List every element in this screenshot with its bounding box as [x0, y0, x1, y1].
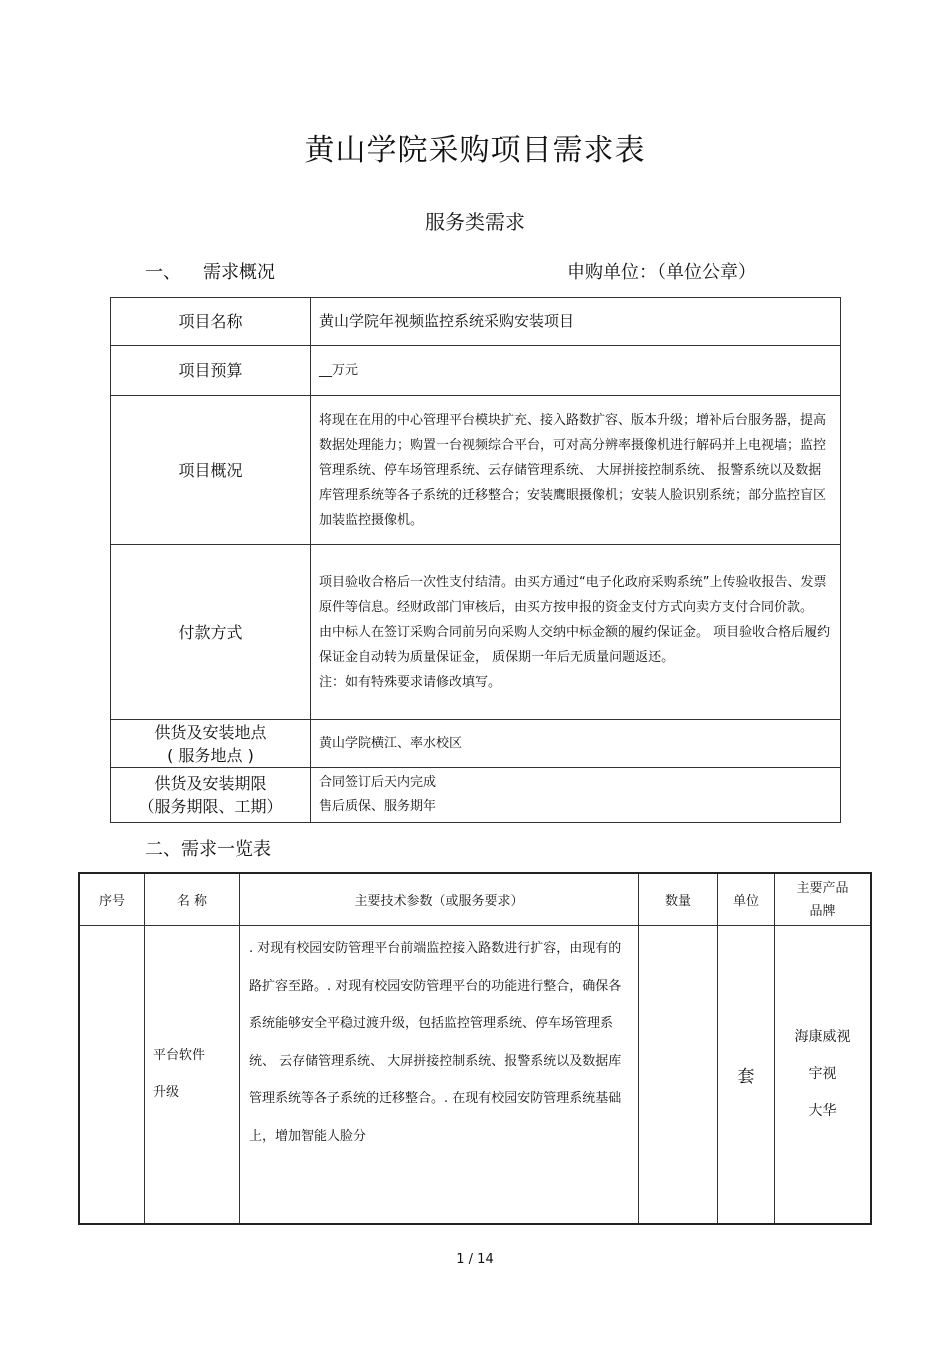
page-title: 黄山学院采购项目需求表 — [304, 133, 646, 168]
row-period — [111, 768, 841, 823]
header-brand-line1: 主要产品 — [796, 880, 849, 896]
row-budget — [111, 346, 841, 396]
payment-label: 付款方式 — [111, 545, 311, 720]
location-value: 黄山学院横江、率水校区 — [311, 720, 841, 768]
requirements-table — [78, 872, 872, 1225]
period-label-line1: 供货及安装期限 — [154, 774, 267, 793]
header-brand — [775, 873, 872, 926]
row1-name-line1: 平台软件 — [153, 1048, 206, 1064]
row1-params: . 对现有校园安防管理平台前端监控接入路数进行扩容，由现有的路扩容至路。. 对现有校园安防管理平台的功能进行整合，确保各系统能够安全平稳过渡升级，包括监控管理系统、停车场管理系统、 云存储管理系统、 大屏拼接控制系统、报警系统以及数据库管理系统等各子系统的迁移整合。. 在现有校园安防管理系统基础上，增加智能人脸分 — [240, 926, 639, 1224]
section1-number: 一、 — [145, 262, 181, 283]
row-summary — [111, 396, 841, 545]
summary-label: 项目概况 — [111, 396, 311, 545]
project-name-value: 黄山学院年视频监控系统采购安装项目 — [311, 298, 841, 346]
budget-value — [311, 346, 841, 396]
row1-brands — [775, 926, 872, 1224]
page-number: 1 / 14 — [456, 1252, 494, 1267]
header-brand-line2: 品牌 — [809, 903, 836, 919]
header-qty: 数量 — [639, 873, 718, 926]
header-seq: 序号 — [79, 873, 145, 926]
budget-blank: __ — [319, 363, 332, 378]
row1-name — [145, 926, 240, 1224]
payment-cell — [311, 545, 841, 720]
section1-heading — [145, 258, 275, 284]
payment-para-1: 项目验收合格后一次性支付结清。由买方通过“电子化政府采购系统”上传验收报告、发票原件等信息。经财政部门审核后，由买方按申报的资金支付方式向卖方支付合同价款。 — [319, 574, 827, 615]
section2-heading: 二、需求一览表 — [145, 839, 271, 860]
page-subtitle: 服务类需求 — [425, 210, 525, 234]
brand-dahua: 大华 — [808, 1102, 837, 1119]
location-label-line2: ( 服务地点 ) — [167, 745, 254, 765]
location-label — [111, 720, 311, 768]
brand-uniview: 宇视 — [808, 1065, 837, 1082]
row-location — [111, 720, 841, 768]
row-project-name — [111, 298, 841, 346]
row1-qty — [639, 926, 718, 1224]
table-row — [79, 926, 871, 1224]
summary-text: 将现在在用的中心管理平台模块扩充、接入路数扩容、版本升级；增补后台服务器，提高数据处理能力；购置一台视频综合平台，可对高分辨率摄像机进行解码并上电视墙；监控管理系统、停车场管理系统、云存储管理系统、 大屏拼接控制系统、 报警系统以及数据库管理系统等各子系统的迁移整合；安装鹰眼摄像机；安装人脸识别系统；部分监控盲区加装监控摄像机。 — [311, 396, 841, 545]
header-unit: 单位 — [718, 873, 775, 926]
overview-table — [110, 297, 841, 823]
location-label-line1: 供货及安装地点 — [154, 722, 267, 742]
budget-label: 项目预算 — [111, 346, 311, 396]
brand-hikvision: 海康威视 — [794, 1028, 851, 1045]
section1-title: 需求概况 — [203, 262, 275, 283]
period-line1: 合同签订后天内完成 — [319, 775, 437, 790]
row1-name-line2: 升级 — [153, 1085, 180, 1101]
payment-note: 注：如有特殊要求请修改填写。 — [319, 674, 502, 690]
period-label-line2: （服务期限、工期） — [138, 797, 283, 816]
row1-seq — [79, 926, 145, 1224]
period-label — [111, 768, 311, 823]
header-name: 名 称 — [145, 873, 240, 926]
project-name-label: 项目名称 — [111, 298, 311, 346]
row1-unit: 套 — [718, 926, 775, 1224]
requirements-header-row — [79, 873, 871, 926]
budget-unit: 万元 — [332, 363, 359, 378]
row-payment — [111, 545, 841, 720]
period-value — [311, 768, 841, 823]
payment-para-2: 由中标人在签订采购合同前另向采购人交纳中标金额的履约保证金。 项目验收合格后履约保证金自动转为质量保证金， 质保期一年后无质量问题返还。 — [319, 624, 831, 665]
applicant-unit: 申购单位：（单位公章） — [567, 262, 756, 283]
period-line2: 售后质保、服务期年 — [319, 799, 437, 814]
header-params: 主要技术参数（或服务要求） — [240, 873, 639, 926]
